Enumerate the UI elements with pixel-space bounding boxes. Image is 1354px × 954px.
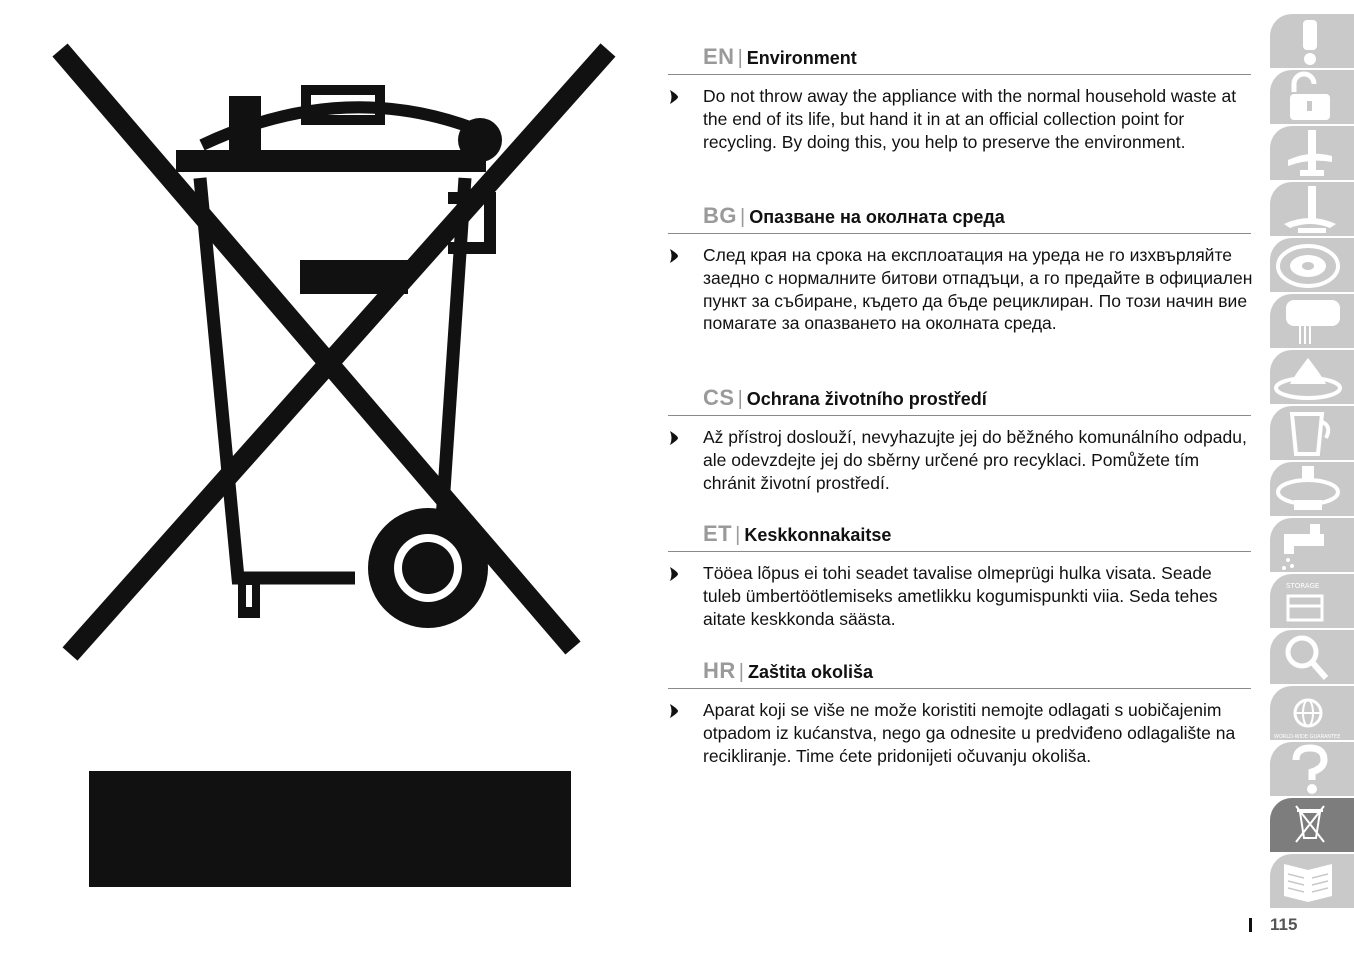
question-mark-icon [1270, 742, 1354, 796]
section-title: Keskkonnakaitse [744, 525, 892, 545]
section-title: Ochrana životního prostředí [746, 389, 987, 409]
tab-assembly[interactable] [1270, 462, 1354, 516]
storage-label: STORAGE [1286, 582, 1320, 590]
blade-attachment-icon [1270, 126, 1354, 180]
tab-troubleshooting[interactable] [1270, 630, 1354, 684]
heading-rule [668, 688, 1251, 689]
heading-separator: | [735, 524, 741, 546]
tab-disc[interactable] [1270, 238, 1354, 292]
whisk-attachment-icon [1270, 294, 1354, 348]
language-code: CS [703, 385, 735, 410]
language-code: ET [703, 521, 733, 546]
globe-guarantee-icon [1270, 686, 1354, 740]
bullet-arrow-icon [670, 704, 678, 718]
heading-rule [668, 233, 1251, 234]
open-book-icon [1270, 854, 1354, 908]
black-label-panel [89, 771, 571, 887]
jug-icon [1270, 406, 1354, 460]
tab-environment[interactable] [1270, 798, 1354, 852]
crossed-out-wheelie-bin-icon [50, 40, 620, 670]
heading-rule [668, 74, 1251, 75]
tab-storage[interactable] [1270, 574, 1354, 628]
exclamation-icon [1270, 14, 1354, 68]
tab-guarantee[interactable] [1270, 686, 1354, 740]
section-body: Až přístroj doslouží, nevyhazujte jej do běžného komunálního odpadu, ale odevzdejte jej do sběrny určené pro recyklaci. Pomůžete tím chránit životní prostředí. [703, 427, 1247, 493]
section-title: Опазване на околната среда [749, 207, 1005, 227]
section-heading [703, 658, 873, 684]
tab-blade[interactable] [1270, 126, 1354, 180]
tab-citrus[interactable] [1270, 350, 1354, 404]
assembled-bowl-icon [1270, 462, 1354, 516]
bullet-arrow-icon [670, 567, 678, 581]
tab-unlock[interactable] [1270, 70, 1354, 124]
section-body: Tööea lõpus ei tohi seadet tavalise olmeprügi hulka visata. Seade tuleb ümbertöötlemiseks ametlikku kogumispunkti viia. Seda tehes aitate keskkonda säästa. [703, 563, 1218, 629]
section-body: След края на срока на експлоатация на уреда не го изхвърляйте заедно с нормалните битови отпадъци, а го предайте в официален пункт за събиране, където да бъде рециклиран. По този начин вие помагате за опазването на околната среда. [703, 245, 1253, 334]
tab-safety[interactable] [1270, 14, 1354, 68]
tab-questions[interactable] [1270, 742, 1354, 796]
language-code: HR [703, 658, 736, 683]
chapter-tab-sidebar [1270, 14, 1354, 908]
section-title: Environment [746, 48, 857, 68]
tab-manual[interactable] [1270, 854, 1354, 908]
bullet-arrow-icon [670, 90, 678, 104]
section-heading [703, 203, 1005, 229]
heading-separator: | [740, 206, 746, 228]
tab-jug[interactable] [1270, 406, 1354, 460]
language-code: EN [703, 44, 735, 69]
tab-dough-blade[interactable] [1270, 182, 1354, 236]
tab-whisk[interactable] [1270, 294, 1354, 348]
storage-box-icon [1270, 574, 1354, 628]
heading-rule [668, 415, 1251, 416]
unlocked-padlock-icon [1270, 70, 1354, 124]
guarantee-label: WORLD-WIDE GUARANTEE [1274, 734, 1341, 740]
magnifier-icon [1270, 630, 1354, 684]
heading-separator: | [737, 47, 743, 69]
tap-cleaning-icon [1270, 518, 1354, 572]
slicing-disc-icon [1270, 238, 1354, 292]
citrus-press-icon [1270, 350, 1354, 404]
section-heading [703, 44, 857, 70]
heading-separator: | [738, 661, 744, 683]
section-body: Do not throw away the appliance with the normal household waste at the end of its life, but hand it in at an official collection point for recycling. By doing this, you help to preserve the environment. [703, 86, 1237, 152]
heading-rule [668, 551, 1251, 552]
dough-blade-icon [1270, 182, 1354, 236]
crossed-bin-icon [1270, 798, 1354, 852]
bullet-arrow-icon [670, 249, 678, 263]
page-number: 115 [1270, 915, 1298, 934]
language-code: BG [703, 203, 737, 228]
bullet-arrow-icon [670, 431, 678, 445]
tab-cleaning[interactable] [1270, 518, 1354, 572]
section-heading [703, 385, 987, 411]
page-mark [1249, 918, 1252, 932]
section-title: Zaštita okoliša [747, 662, 874, 682]
section-heading [703, 521, 891, 547]
section-body: Aparat koji se više ne može koristiti nemojte odlagati s uobičajenim otpadom iz kućanstva, nego ga odnesite u predviđeno odlagalište na recikliranje. Time ćete pridonijeti očuvanju okoliša. [703, 700, 1236, 766]
heading-separator: | [737, 388, 743, 410]
